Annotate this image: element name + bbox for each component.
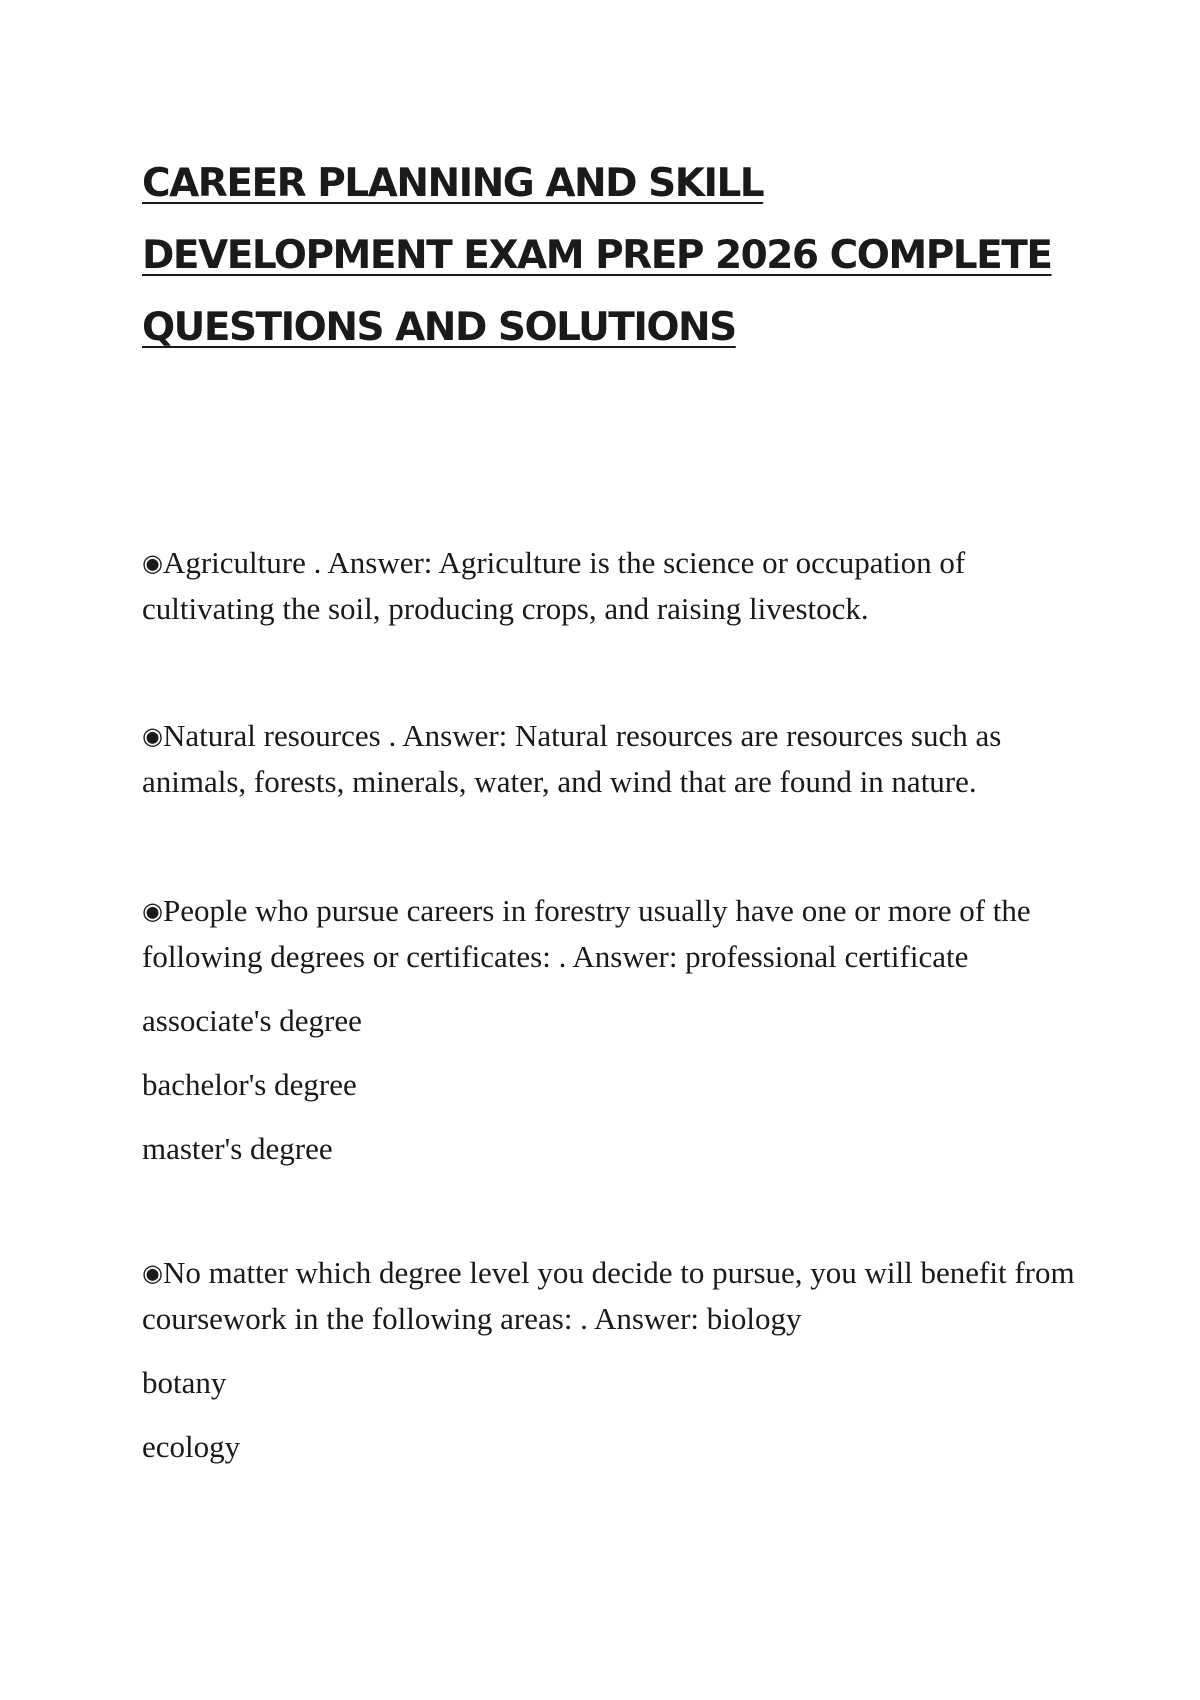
qa-item-forestry-degrees [142,888,1082,1172]
answer-line: ecology [142,1429,241,1464]
qa-item-text [142,713,1082,805]
document-title-text: CAREER PLANNING AND SKILL DEVELOPMENT EXAM PREP 2026 COMPLETE QUESTIONS AND SOLUTIONS [142,161,1052,350]
radio-bullet-icon: ◉ [142,1259,163,1287]
answer-line: bachelor's degree [142,1067,357,1102]
qa-item-text [142,888,1082,980]
qa-item-agriculture [142,540,1082,632]
qa-item-natural-resources [142,713,1082,805]
answer-line: master's degree [142,1131,333,1166]
qa-item-text [142,540,1082,632]
qa-question-answer: No matter which degree level you decide to pursue, you will benefit from coursework in the following areas: . Answer: biology [142,1255,1075,1336]
qa-item-coursework [142,1250,1082,1470]
qa-question-answer: Agriculture . Answer: Agriculture is the science or occupation of cultivating the soil, producing crops, and raising livestock. [142,545,966,626]
radio-bullet-icon: ◉ [142,722,163,750]
qa-item-text [142,1250,1082,1342]
radio-bullet-icon: ◉ [142,549,163,577]
answer-line: associate's degree [142,1003,362,1038]
qa-question-answer: People who pursue careers in forestry usually have one or more of the following degrees or certificates: . Answer: professional certificate [142,893,1031,974]
radio-bullet-icon: ◉ [142,897,163,925]
document-title [142,148,1082,364]
answer-list [142,1360,1082,1470]
answer-list [142,998,1082,1172]
answer-line: botany [142,1365,227,1400]
qa-question-answer: Natural resources . Answer: Natural resources are resources such as animals, forests, minerals, water, and wind that are found in nature. [142,718,1002,799]
